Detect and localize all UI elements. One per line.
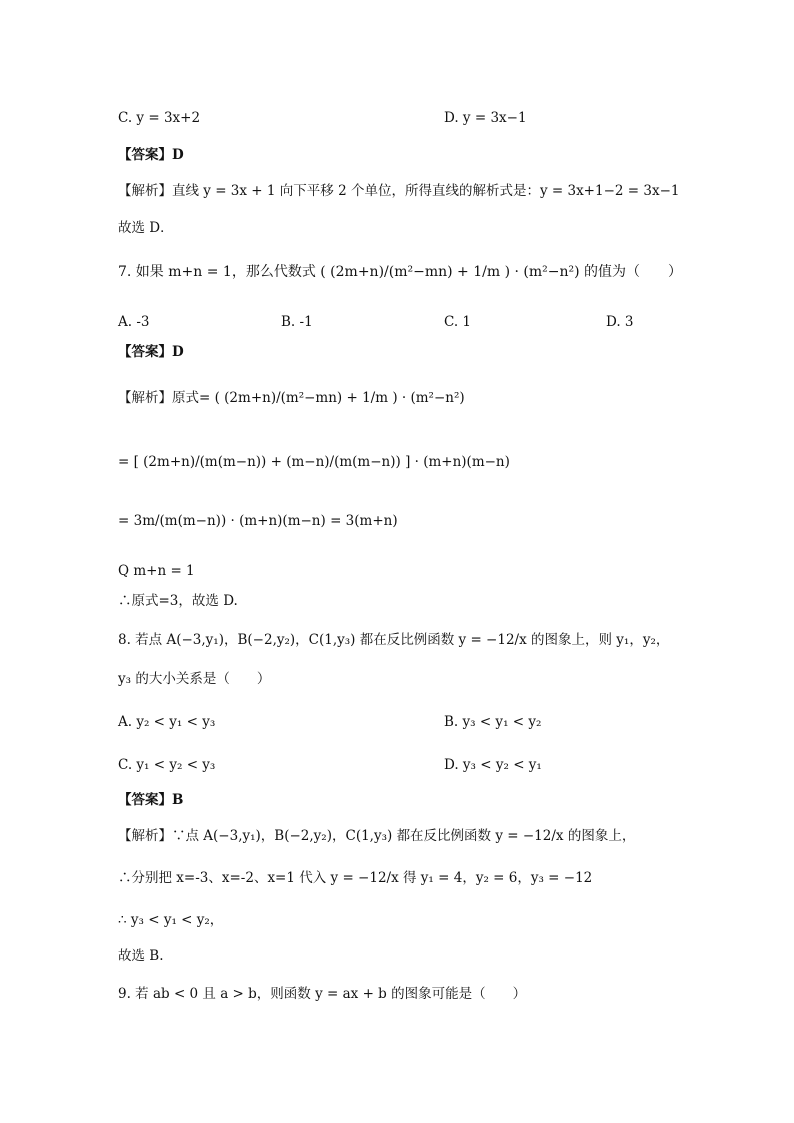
analysis-q7-line2: = [ (2m+n)/(m(m−n)) + (m−n)/(m(m−n)) ] · (m+n)(m−n) bbox=[118, 454, 510, 470]
analysis-q7-line5: ∴原式=3，故选 D. bbox=[118, 593, 238, 609]
question-9: 9. 若 ab < 0 且 a > b，则函数 y = ax + b 的图象可能是（ ） bbox=[118, 986, 527, 1002]
analysis-q6: 【解析】直线 y = 3x + 1 向下平移 2 个单位，所得直线的解析式是：y = 3x+1−2 = 3x−1 bbox=[118, 183, 680, 199]
question-8: 8. 若点 A(−3,y₁)，B(−2,y₂)，C(1,y₃) 都在反比例函数 y = −12/x 的图象上，则 y₁，y₂， bbox=[118, 632, 670, 648]
option-c-q7: C. 1 bbox=[444, 314, 472, 330]
conclusion-q6: 故选 D． bbox=[118, 220, 174, 236]
option-d-q8: D. y₃ < y₂ < y₁ bbox=[444, 757, 542, 773]
question-7: 7. 如果 m+n = 1，那么代数式 ( (2m+n)/(m²−mn) + 1/m ) · (m²−n²) 的值为（ ） bbox=[118, 264, 682, 280]
answer-q7: 【答案】D bbox=[118, 344, 184, 360]
analysis-q8-line3: ∴ y₃ < y₁ < y₂， bbox=[118, 912, 224, 928]
question-8-cont: y₃ 的大小关系是（ ） bbox=[118, 671, 271, 687]
option-c-q6: C. y = 3x+2 bbox=[118, 110, 201, 126]
option-b-q7: B. -1 bbox=[281, 314, 313, 330]
analysis-q7-line1: 【解析】原式= ( (2m+n)/(m²−mn) + 1/m ) · (m²−n²) bbox=[118, 390, 465, 406]
option-b-q8: B. y₃ < y₁ < y₂ bbox=[444, 714, 542, 730]
analysis-q7-line3: = 3m/(m(m−n)) · (m+n)(m−n) = 3(m+n) bbox=[118, 513, 398, 529]
answer-q8: 【答案】B bbox=[118, 792, 184, 808]
option-d-q7: D. 3 bbox=[606, 314, 634, 330]
conclusion-q8: 故选 B. bbox=[118, 948, 164, 964]
option-a-q8: A. y₂ < y₁ < y₃ bbox=[118, 714, 216, 730]
answer-q6: 【答案】D bbox=[118, 147, 184, 163]
option-c-q8: C. y₁ < y₂ < y₃ bbox=[118, 757, 216, 773]
analysis-q7-line4: Q m+n = 1 bbox=[118, 563, 195, 579]
analysis-q8-line2: ∴分别把 x=-3、x=-2、x=1 代入 y = −12/x 得 y₁ = 4，y₂ = 6，y₃ = −12 bbox=[118, 870, 593, 886]
option-d-q6: D. y = 3x−1 bbox=[444, 110, 527, 126]
option-a-q7: A. -3 bbox=[118, 314, 150, 330]
analysis-q8-line1: 【解析】∵点 A(−3,y₁)，B(−2,y₂)，C(1,y₃) 都在反比例函数 y = −12/x 的图象上， bbox=[118, 828, 636, 844]
